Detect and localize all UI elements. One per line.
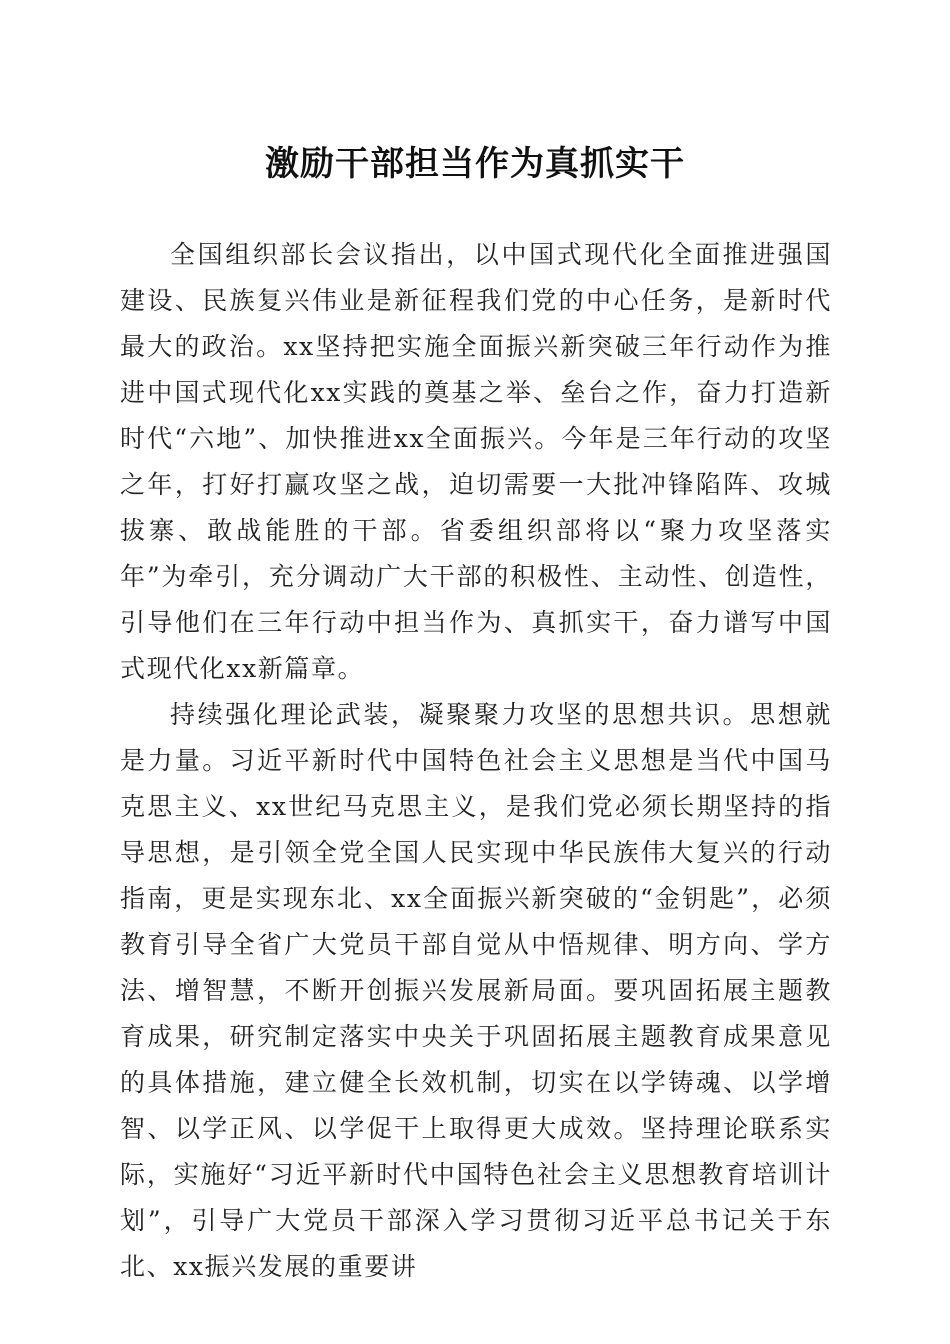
document-title: 激励干部担当作为真抓实干 [265, 144, 685, 184]
paragraph-intro: 全国组织部长会议指出，以中国式现代化全面推进强国建设、民族复兴伟业是新征程我们党的中心任务，是新时代最大的政治。xx坚持把实施全面振兴新突破三年行动作为推进中国式现代化xx实践的奠基之举、垒台之作，奋力打造新时代“六地”、加快推进xx全面振兴。今年是三年行动的攻坚之年，打好打赢攻坚之战，迫切需要一大批冲锋陷阵、攻城拔寨、敢战能胜的干部。省委组织部将以“聚力攻坚落实年”为牵引，充分调动广大干部的积极性、主动性、创造性，引导他们在三年行动中担当作为、真抓实干，奋力谱写中国式现代化xx新篇章。 [120, 240, 832, 683]
document-body [120, 232, 832, 1290]
paragraph-theory: 持续强化理论武装，凝聚聚力攻坚的思想共识。思想就是力量。习近平新时代中国特色社会主义思想是当代中国马克思主义、xx世纪马克思主义，是我们党必须长期坚持的指导思想，是引领全党全国人民实现中华民族伟大复兴的行动指南，更是实现东北、xx全面振兴新突破的“金钥匙”，必须教育引导全省广大党员干部自觉从中悟规律、明方向、学方法、增智慧，不断开创振兴发展新局面。要巩固拓展主题教育成果，研究制定落实中央关于巩固拓展主题教育成果意见的具体措施，建立健全长效机制，切实在以学铸魂、以学增智、以学正风、以学促干上取得更大成效。坚持理论联系实际，实施好“习近平新时代中国特色社会主义思想教育培训计划”，引导广大党员干部深入学习贯彻习近平总书记关于东北、xx振兴发展的重要讲 [120, 700, 832, 1281]
